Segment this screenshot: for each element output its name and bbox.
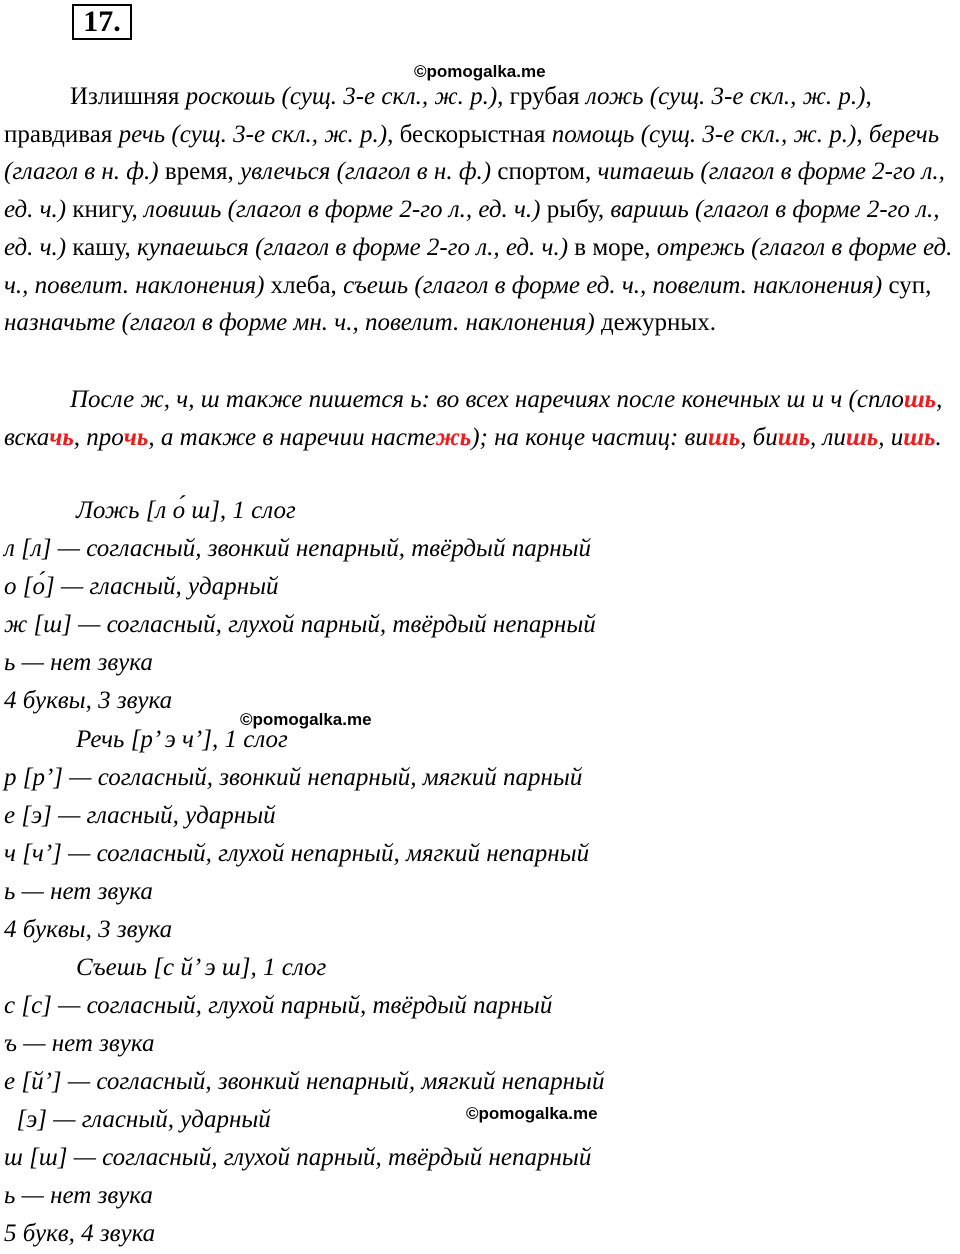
plain-text: суп, xyxy=(882,271,932,299)
grammar-annotation: варишь (глагол в форме 2-го л., ед. ч.) xyxy=(4,196,940,261)
analysis-header-lozh: Ложь [л о́ ш], 1 слог xyxy=(76,497,296,524)
analysis-summary: 5 букв, 4 звука xyxy=(4,1220,156,1247)
analysis-line: ш [ш] — согласный, глухой парный, твёрдый непарный xyxy=(4,1144,592,1171)
rule-fragment: , ли xyxy=(810,423,846,451)
highlighted-ending: шь xyxy=(845,423,879,451)
task-number: 17. xyxy=(72,4,132,40)
analysis-line: ъ — нет звука xyxy=(4,1030,155,1057)
grammar-annotation: читаешь (глагол в форме 2-го л., ед. ч.) xyxy=(4,158,945,224)
plain-text: , бескорыстная xyxy=(387,120,552,148)
watermark: ©pomogalka.me xyxy=(414,62,546,81)
rule-fragment: , и xyxy=(878,423,904,451)
rule-text xyxy=(4,381,956,456)
highlighted-ending: шь xyxy=(903,386,937,413)
plain-text: Излишняя xyxy=(70,83,186,110)
analysis-line: о [о́] — гласный, ударный xyxy=(4,573,279,600)
grammar-annotation: съешь (глагол в форме ед. ч., повелит. наклонения) xyxy=(343,271,883,299)
paragraph-rule xyxy=(4,381,956,456)
plain-text: рыбу, xyxy=(540,196,611,224)
grammar-annotation: беречь (глагол в н. ф.) xyxy=(4,120,940,186)
grammar-annotation: увлечься (глагол в н. ф.) xyxy=(240,158,492,186)
rule-fragment: . xyxy=(935,423,942,451)
analysis-summary: 4 буквы, 3 звука xyxy=(4,687,173,714)
grammar-annotation: роскошь (сущ. 3-е скл., ж. р.) xyxy=(185,83,498,110)
rule-fragment: , би xyxy=(740,423,778,451)
analysis-line: е [э] — гласный, ударный xyxy=(4,802,276,829)
plain-text: книгу, xyxy=(66,196,145,224)
plain-text: , правдивая xyxy=(4,83,872,148)
highlighted-ending: чь xyxy=(49,423,74,451)
highlighted-ending: шь xyxy=(903,423,936,451)
watermark: ©pomogalka.me xyxy=(240,710,372,729)
plain-text: кашу, xyxy=(66,233,137,261)
analysis-line: [э] — гласный, ударный xyxy=(4,1106,271,1133)
grammar-annotation: речь (сущ. 3-е скл., ж. р.) xyxy=(118,120,388,148)
rule-fragment: После ж, ч, ш также пишется ь: во всех наречиях после конечных ш и ч (сплo xyxy=(70,386,904,413)
highlighted-ending: чь xyxy=(123,423,149,451)
analysis-line: ь — нет звука xyxy=(4,1182,153,1209)
grammar-annotation: помощь (сущ. 3-е скл., ж. р.) xyxy=(551,120,857,148)
grammar-annotation: ловишь (глагол в форме 2-го л., ед. ч.) xyxy=(144,196,541,224)
analysis-line: ь — нет звука xyxy=(4,649,153,676)
analysis-line: л [л] — согласный, звонкий непарный, твёрдый парный xyxy=(4,535,592,562)
plain-text: , xyxy=(856,120,869,148)
plain-text: время, xyxy=(158,158,241,186)
plain-text: хлеба, xyxy=(264,271,344,299)
paragraph-word-forms xyxy=(4,78,956,342)
rule-fragment: ); на конце частиц: ви xyxy=(471,423,708,451)
rule-fragment: , про xyxy=(73,423,124,451)
analysis-line: ж [ш] — согласный, глухой парный, твёрдый непарный xyxy=(4,611,596,638)
analysis-line: с [с] — согласный, глухой парный, твёрдый парный xyxy=(4,992,553,1019)
analysis-line: ь — нет звука xyxy=(4,878,153,905)
analysis-header-rech: Речь [р’ э ч’], 1 слог xyxy=(76,726,288,753)
analysis-header-sesh: Съешь [с й’ э ш], 1 слог xyxy=(76,954,327,981)
plain-text: в море, xyxy=(568,233,657,261)
grammar-annotation: купаешься (глагол в форме 2-го л., ед. ч.) xyxy=(137,233,569,261)
grammar-annotation: назначьте (глагол в форме мн. ч., повелит. наклонения) xyxy=(4,309,595,337)
watermark: ©pomogalka.me xyxy=(466,1104,598,1123)
analysis-summary: 4 буквы, 3 звука xyxy=(4,916,173,943)
analysis-line: р [р’] — согласный, звонкий непарный, мягкий парный xyxy=(4,764,583,791)
grammar-annotation: отрежь (глагол в форме ед. ч., повелит. наклонения) xyxy=(4,233,953,299)
paragraph-text xyxy=(4,78,956,342)
rule-fragment: , а также в наречии насте xyxy=(148,423,436,451)
plain-text: дежурных. xyxy=(594,309,716,337)
analysis-line: е [й’] — согласный, звонкий непарный, мягкий непарный xyxy=(4,1068,605,1095)
plain-text: , грубая xyxy=(497,83,586,110)
highlighted-ending: шь xyxy=(707,423,741,451)
plain-text: спортом, xyxy=(491,158,598,186)
analysis-line: ч [ч’] — согласный, глухой непарный, мягкий непарный xyxy=(4,840,590,867)
rule-fragment: , вска xyxy=(4,386,943,451)
highlighted-ending: шь xyxy=(777,423,811,451)
grammar-annotation: ложь (сущ. 3-е скл., ж. р.) xyxy=(585,83,866,110)
highlighted-ending: жь xyxy=(436,423,472,451)
